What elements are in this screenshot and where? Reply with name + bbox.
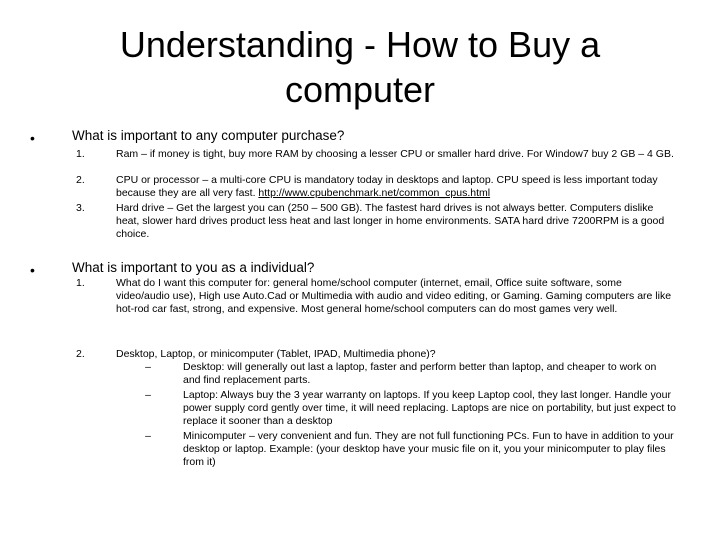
- slide-title-line-2: computer: [284, 69, 436, 110]
- item-number: 2.: [76, 348, 85, 360]
- section-2-heading: What is important to you as a individual?: [72, 260, 315, 275]
- item-number: 1.: [76, 148, 85, 160]
- item-number: 2.: [76, 174, 85, 186]
- item-number: 3.: [76, 202, 85, 214]
- slide-title-line-1: Understanding - How to Buy a: [119, 24, 601, 65]
- minicomputer-text: Minicomputer – very convenient and fun. They are not full functioning PCs. Fun to have in addition to your desktop or laptop. Example: (your desktop have your music file on it, you your minicomputer to play files from it): [183, 430, 674, 468]
- cpu-text-body: CPU or processor – a multi-core CPU is mandatory today in desktops and laptop. CPU speed is less important today because they are all very fast.: [116, 174, 658, 199]
- cpu-text: [116, 174, 676, 200]
- ram-text: Ram – if money is tight, buy more RAM by choosing a lesser CPU or smaller hard drive. For Window7 buy 2 GB – 4 GB.: [116, 148, 674, 160]
- bullet-icon: •: [30, 130, 35, 146]
- laptop-text: Laptop: Always buy the 3 year warranty on laptops. If you keep Laptop cool, they last longer. Handle your power supply cord gently over time, it will need replacing. Laptops are nice on portability, but just expect to replace it sooner than a desktop: [183, 389, 676, 427]
- slide-title: [60, 22, 660, 112]
- usage-text: What do I want this computer for: general home/school computer (internet, email, Office suite software, some video/audio use), High use Auto.Cad or Multimedia with audio and video editing, or Gaming. Gaming computers are like hot-rod car fast, strong, and expensive. Most general home/school computers can do most games very well.: [116, 277, 672, 315]
- desktop-text: Desktop: will generally out last a laptop, faster and perform better than laptop, and cheaper to work on and find replacement parts.: [183, 361, 657, 386]
- dash-icon: –: [145, 361, 151, 373]
- section-1-heading: What is important to any computer purchase?: [72, 128, 345, 143]
- hard-drive-text: Hard drive – Get the largest you can (250 – 500 GB). The fastest hard drives is not always better. Computers dislike heat, slower hard drives product less heat and last longer in home environments. SATA hard drive 7200RPM is a good choice.: [116, 202, 665, 240]
- dash-icon: –: [145, 430, 151, 442]
- dash-icon: –: [145, 389, 151, 401]
- form-factor-text: Desktop, Laptop, or minicomputer (Tablet, IPAD, Multimedia phone)?: [116, 348, 436, 360]
- bullet-icon: •: [30, 262, 35, 278]
- item-number: 1.: [76, 277, 85, 289]
- cpubenchmark-link[interactable]: http://www.cpubenchmark.net/common_cpus.html: [258, 187, 491, 199]
